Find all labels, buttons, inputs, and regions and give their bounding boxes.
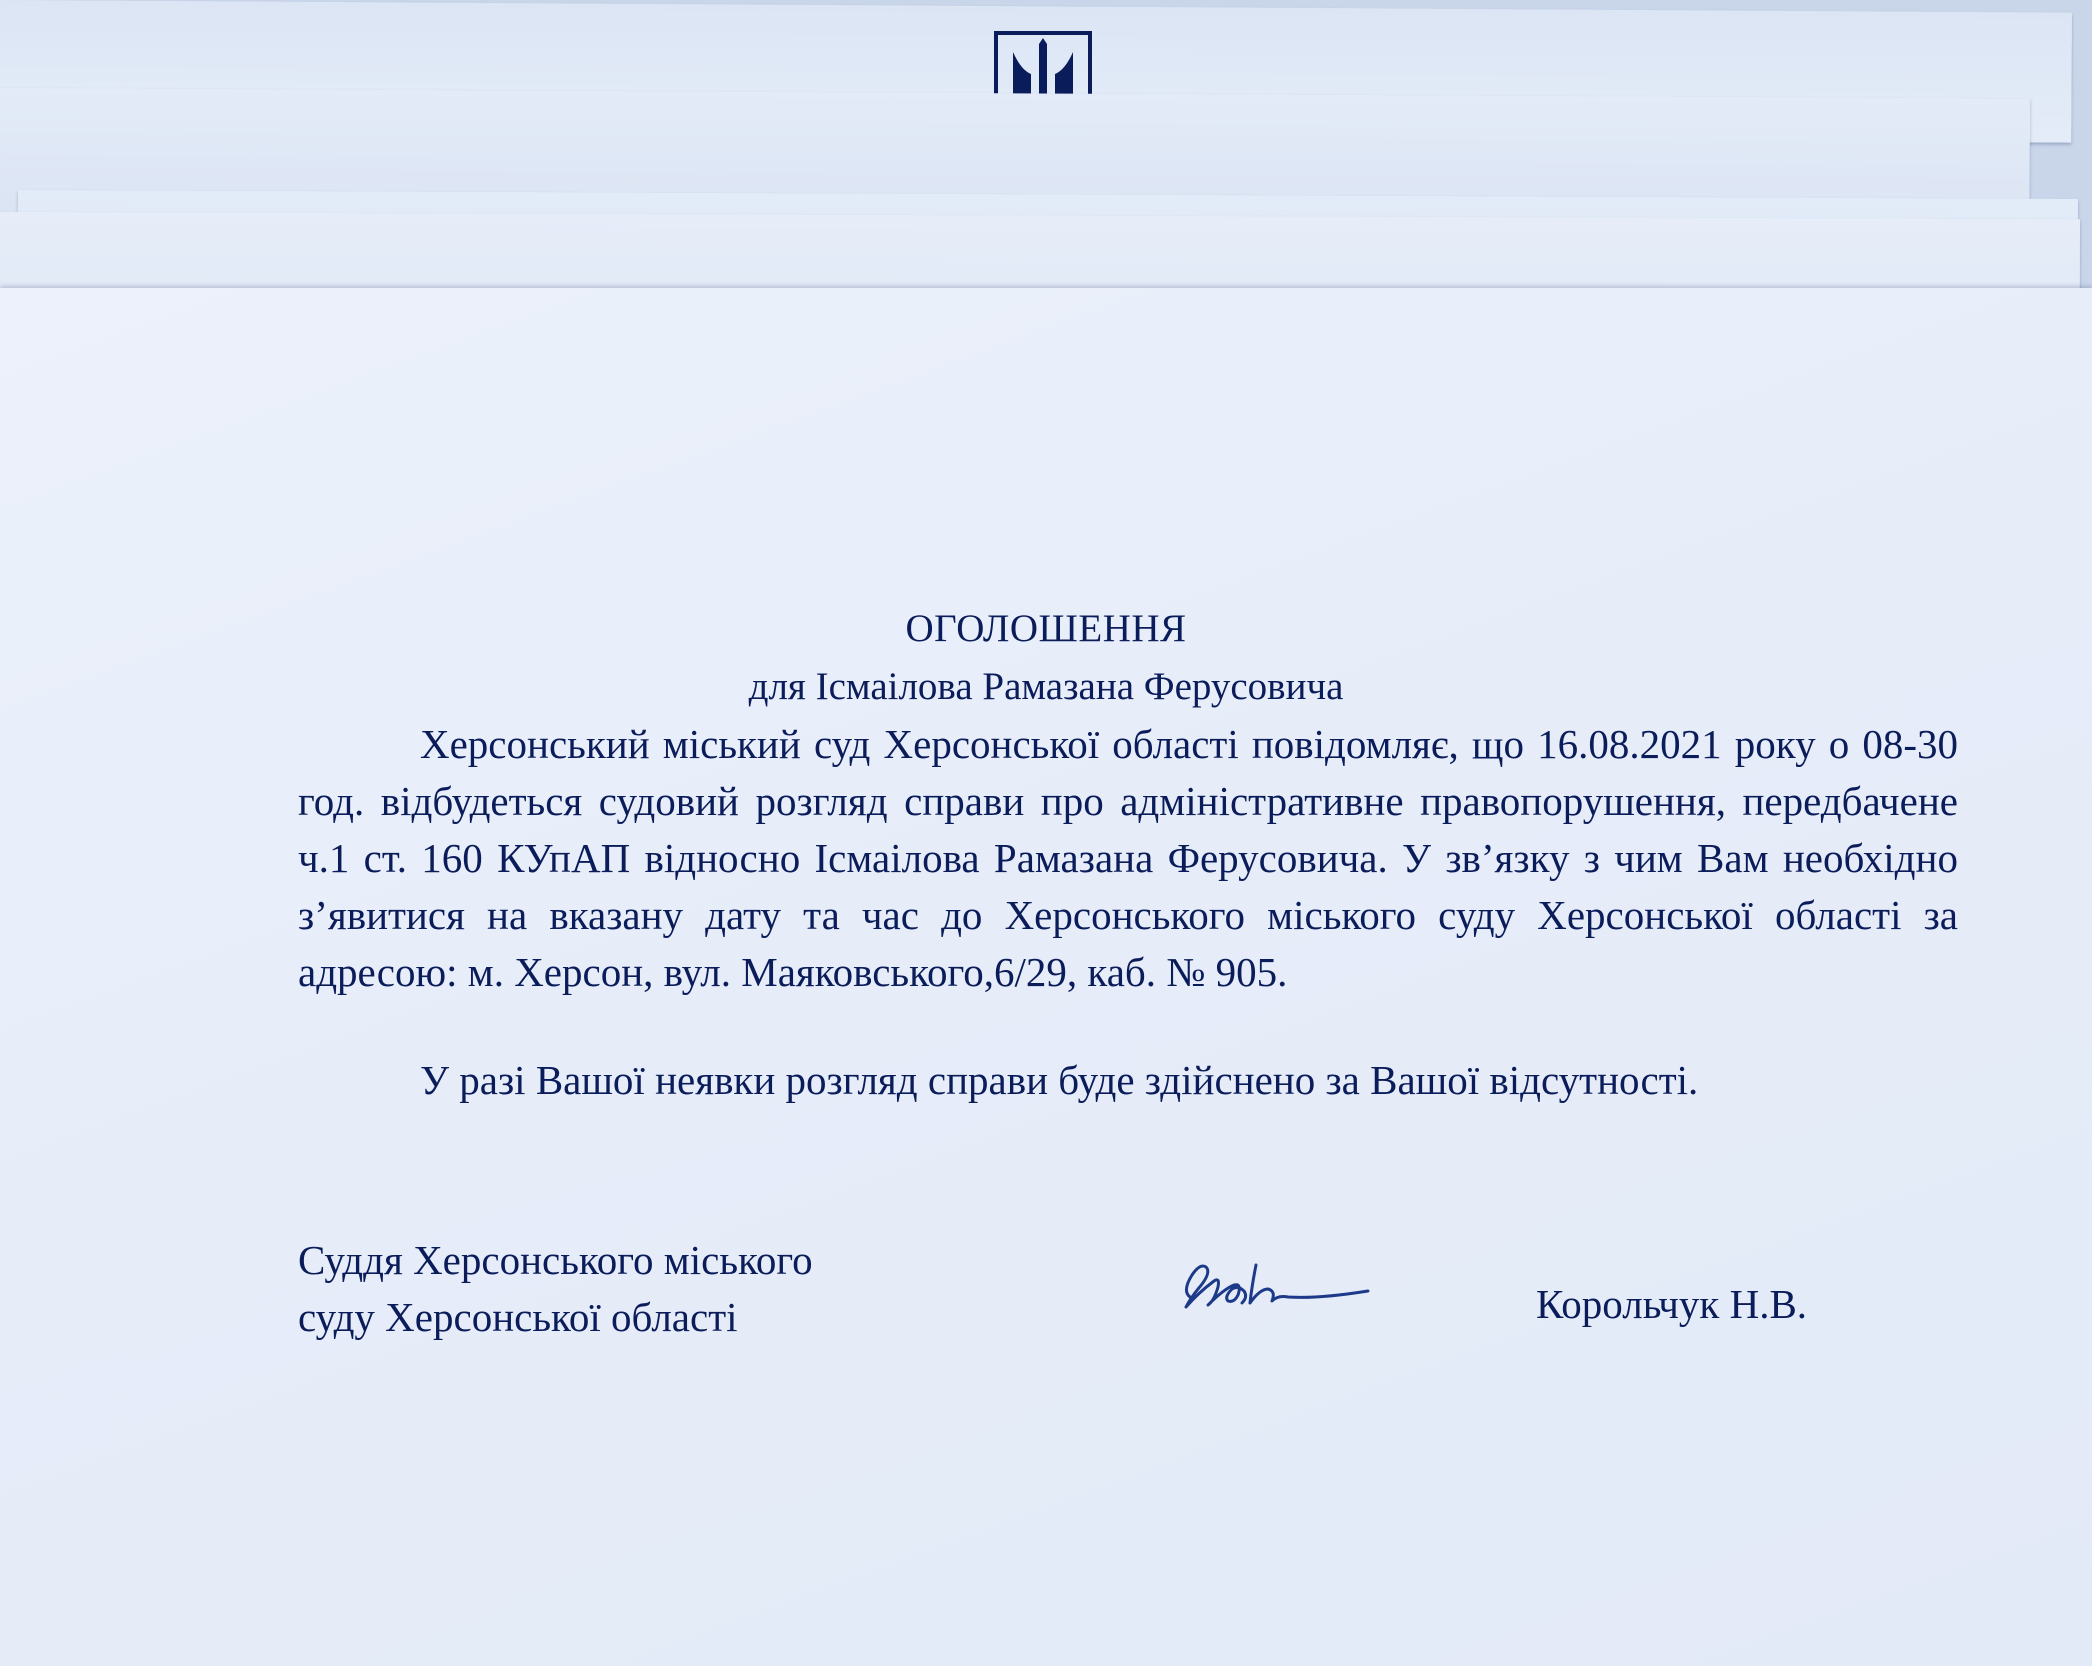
signer-position-line: суду Херсонської області (298, 1294, 738, 1340)
document-warning: У разі Вашої неявки розгляд справи буде здійснено за Вашої відсутності. (420, 1057, 1699, 1103)
signer-position (298, 1232, 813, 1346)
document-recipient: для Ісмаілова Рамазана Ферусовича (748, 665, 1344, 708)
signer-name: Корольчук Н.В. (1536, 1281, 1808, 1327)
signer-position-line: Суддя Херсонського міського (298, 1237, 813, 1283)
handwritten-signature (1168, 1245, 1378, 1325)
document-body: Херсонський міський суд Херсонської області повідомляє, що 16.08.2021 року о 08-30 год. відбудеться судовий розгляд справи про адміністративне правопорушення, передбачене ч.1 ст. 160 КУпАП відносно Ісмаілова Рамазана Ферусовича. У зв’язку з чим Вам необхідно з’явитися на вказану дату та час до Херсонського міського суду Херсонської області за адресою: м. Херсон, вул. Маяковського,6/29, каб. № 905. (298, 721, 1958, 995)
document-title: ОГОЛОШЕННЯ (905, 607, 1187, 650)
